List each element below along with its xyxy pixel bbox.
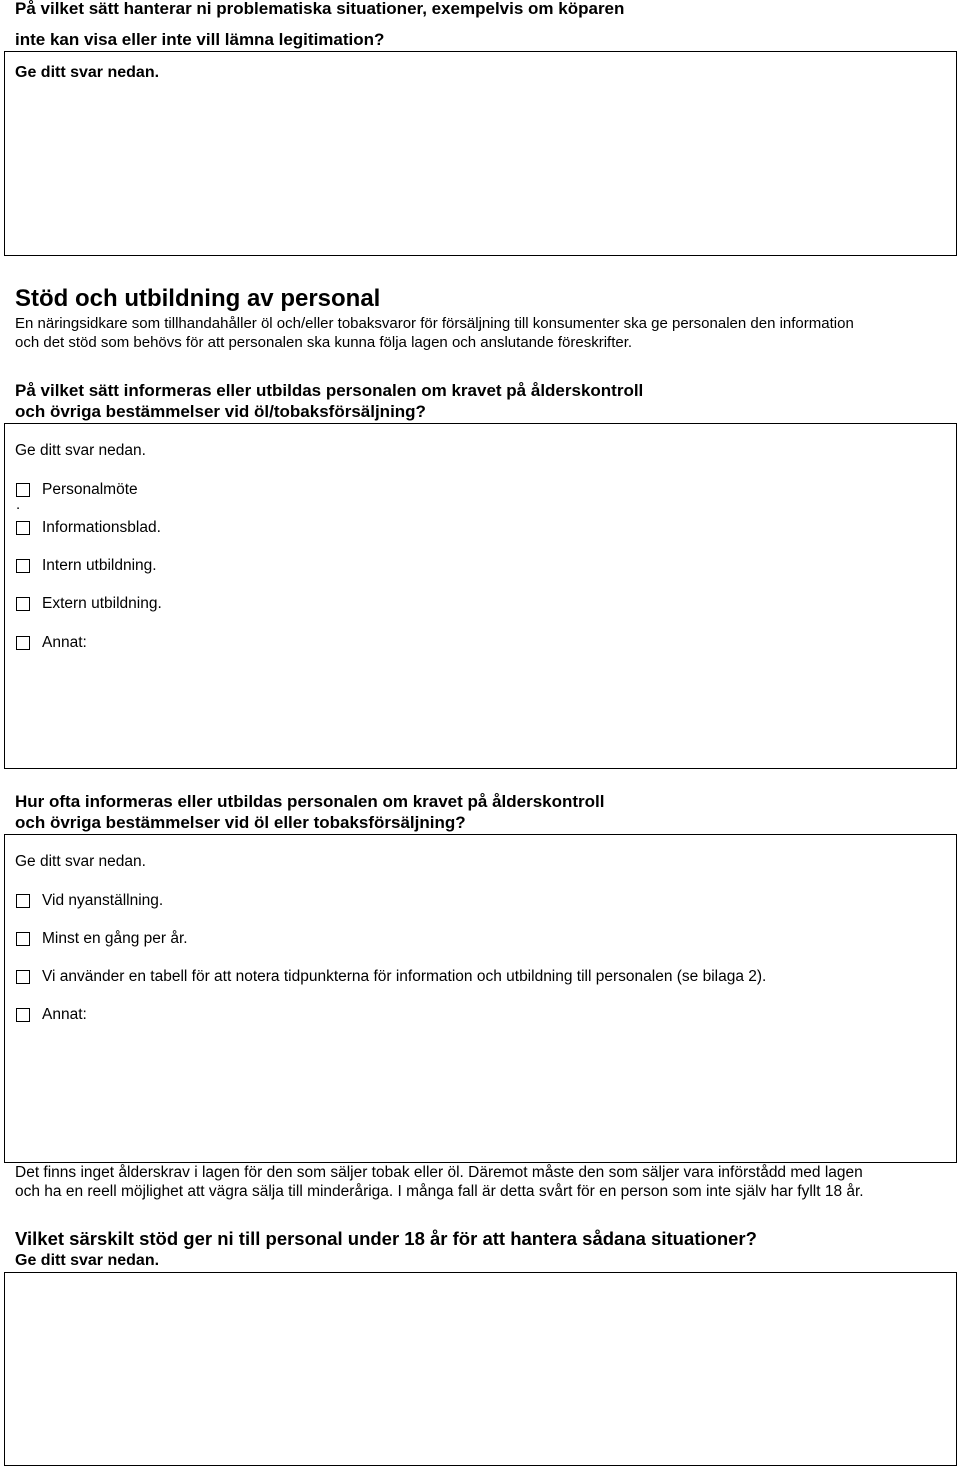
- section-heading-staff-support: Stöd och utbildning av personal: [15, 285, 381, 312]
- option-informationsblad[interactable]: [16, 518, 161, 538]
- option-label: Vid nyanställning.: [42, 892, 164, 909]
- checkbox[interactable]: [16, 597, 30, 611]
- option-extern-utbildning[interactable]: [16, 594, 162, 614]
- option-annat[interactable]: [16, 1005, 87, 1025]
- question-problematic-situations-line2: inte kan visa eller inte vill lämna legitimation?: [15, 30, 385, 49]
- option-label: Annat:: [42, 634, 87, 651]
- question-problematic-situations-line1: På vilket sätt hanterar ni problematiska situationer, exempelvis om köparen: [15, 0, 625, 18]
- option-annat[interactable]: [16, 633, 87, 653]
- checkbox[interactable]: [16, 932, 30, 946]
- option-label: Intern utbildning.: [42, 557, 157, 574]
- checkbox[interactable]: [16, 636, 30, 650]
- checkbox[interactable]: [16, 521, 30, 535]
- checkbox[interactable]: [16, 483, 30, 497]
- question-how-often-line2: och övriga bestämmelser vid öl eller tobaksförsäljning?: [15, 813, 466, 832]
- answer-prompt: Ge ditt svar nedan.: [15, 1252, 160, 1269]
- question-under-18-support: Vilket särskilt stöd ger ni till personal under 18 år för att hantera sådana situationer?: [15, 1228, 757, 1249]
- answer-prompt: Ge ditt svar nedan.: [15, 64, 160, 81]
- option-personalmote[interactable]: [16, 480, 138, 500]
- stray-dot: .: [16, 496, 21, 513]
- answer-box-under-18-support[interactable]: [4, 1272, 957, 1466]
- option-label: Personalmöte: [42, 481, 138, 498]
- checkbox[interactable]: [16, 559, 30, 573]
- checkbox[interactable]: [16, 970, 30, 984]
- question-how-informed-line1: På vilket sätt informeras eller utbildas personalen om kravet på ålderskontroll: [15, 381, 644, 400]
- answer-box-how-often[interactable]: [4, 834, 957, 1163]
- answer-prompt: Ge ditt svar nedan.: [15, 853, 146, 870]
- info-text-line1: Det finns inget ålderskrav i lagen för den som säljer tobak eller öl. Däremot måste den som säljer vara införstådd med lagen: [15, 1164, 863, 1181]
- option-label: Annat:: [42, 1006, 87, 1023]
- answer-prompt: Ge ditt svar nedan.: [15, 442, 146, 459]
- option-tabell[interactable]: [16, 967, 766, 987]
- option-label: Minst en gång per år.: [42, 930, 188, 947]
- option-vid-nyanstallning[interactable]: [16, 891, 163, 911]
- checkbox[interactable]: [16, 1008, 30, 1022]
- question-how-often-line1: Hur ofta informeras eller utbildas personalen om kravet på ålderskontroll: [15, 792, 605, 811]
- checkbox[interactable]: [16, 894, 30, 908]
- question-how-informed-line2: och övriga bestämmelser vid öl/tobaksförsäljning?: [15, 402, 426, 421]
- intro-text-line1: En näringsidkare som tillhandahåller öl och/eller tobaksvaror för försäljning till konsumenter ska ge personalen den information: [15, 315, 854, 332]
- option-label: Extern utbildning.: [42, 595, 162, 612]
- intro-text-line2: och det stöd som behövs för att personalen ska kunna följa lagen och anslutande föreskrifter.: [15, 334, 633, 351]
- option-label: Informationsblad.: [42, 519, 161, 536]
- info-text-line2: och ha en reell möjlighet att vägra sälja till minderåriga. I många fall är detta svårt för en person som inte själv har fyllt 18 år.: [15, 1183, 864, 1200]
- option-label: Vi använder en tabell för att notera tidpunkterna för information och utbildning till personalen (se bilaga 2).: [42, 968, 767, 985]
- option-minst-en-gang-per-ar[interactable]: [16, 929, 188, 949]
- option-intern-utbildning[interactable]: [16, 556, 157, 576]
